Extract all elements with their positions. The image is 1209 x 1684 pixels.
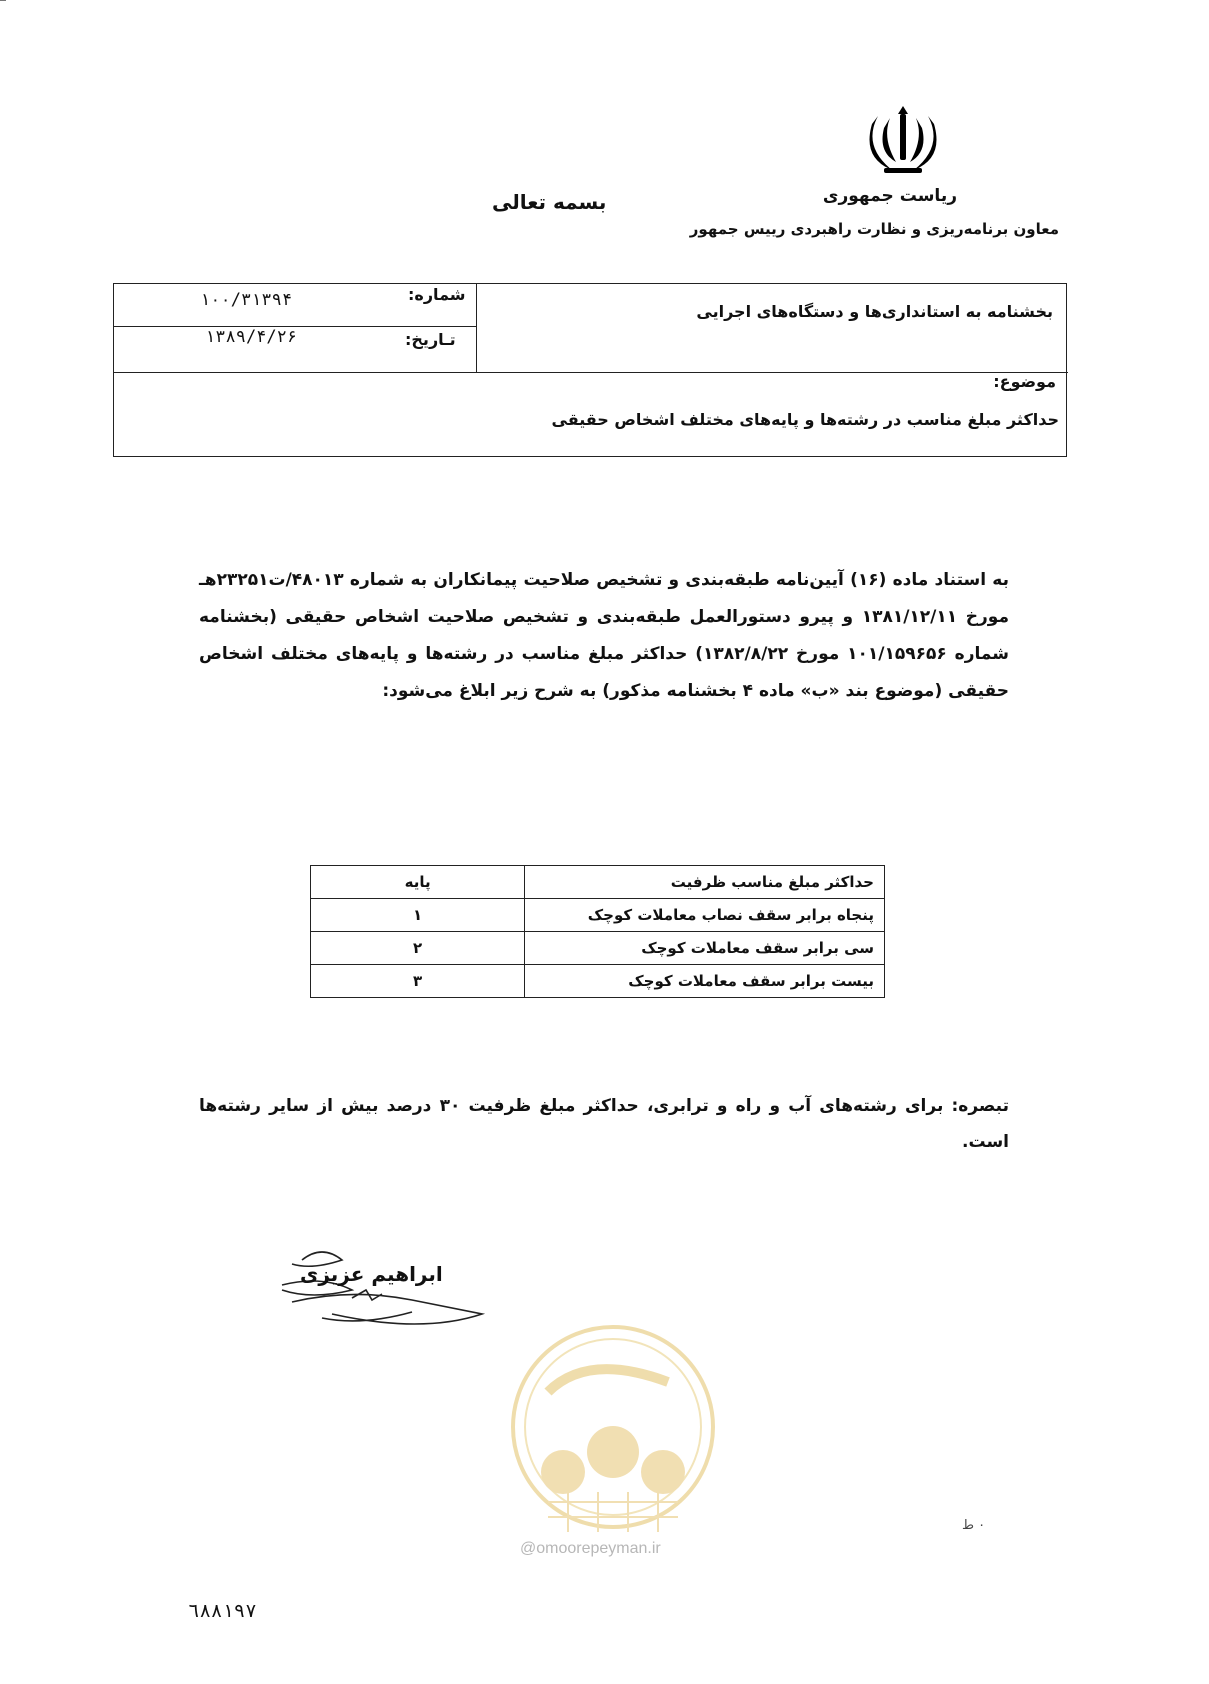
body-paragraph: به استناد ماده (۱۶) آیین‌نامه طبقه‌بندی و تشخیص صلاحیت پیمانکاران به شماره ۴۸۰۱۳/ت۲۳۲۵۱هـ مورخ ۱۳۸۱/۱۲/۱۱ و پیرو دستورالعمل طبقه‌بندی و تشخیص صلاحیت اشخاص حقیقی (بخشنامه شماره ۱۰۱/۱۵۹۶۵۶ مورخ ۱۳۸۲/۸/۲۲) حداکثر مبلغ مناسب در رشته‌ها و پایه‌های مختلف اشخاص حقیقی (موضوع بند «ب» ماده ۴ بخشنامه مذکور) به شرح زیر ابلاغ می‌شود: [199,570,1010,701]
handwritten-signature [262,1240,502,1350]
note-paragraph: تبصره: برای رشته‌های آب و راه و ترابری، حداکثر مبلغ ظرفیت ۳۰ درصد بیش از سایر رشته‌ها است. [199,1096,1009,1152]
table-cell: بیست برابر سقف معاملات کوچک [525,965,885,998]
page-mark: ۰ ط [962,1518,986,1533]
iran-emblem-icon [862,100,944,182]
column-header-grade: پایه [311,866,525,899]
signer-name: ابراهیم عزیزی [300,1262,443,1286]
table-cell: ۱ [311,899,525,932]
column-header-max-amount: حداکثر مبلغ مناسب ظرفیت [525,866,885,899]
table-cell: پنجاه برابر سقف نصاب معاملات کوچک [525,899,885,932]
circular-recipient: بخشنامه به استانداری‌ها و دستگاه‌های اجرایی [696,302,1053,321]
letter-number: ۱۰۰/۳۱۳۹۴ [200,290,293,310]
capacity-table [310,865,885,998]
table-cell: ۲ [311,932,525,965]
footer-number: ٦٨٨١٩٧ [188,1600,257,1622]
subject-label: موضوع: [993,372,1056,391]
scan-edge-mark [0,0,6,41]
office-subtitle: معاون برنامه‌ریزی و نظارت راهبردی رییس جمهور [689,220,1059,238]
table-header-row [311,866,885,899]
table-row [311,965,885,998]
number-label: شماره: [408,285,466,304]
office-title: ریاست جمهوری [822,186,957,206]
table-cell: ۳ [311,965,525,998]
table-row [311,899,885,932]
letter-date: ۱۳۸۹/۴/۲۶ [205,327,298,347]
website-watermark: @omoorepeyman.ir [520,1540,661,1557]
subject-text: حداکثر مبلغ مناسب در رشته‌ها و پایه‌های مختلف اشخاص حقیقی [551,410,1059,429]
table-cell: سی برابر سقف معاملات کوچک [525,932,885,965]
basmala-heading: بسمه تعالی [492,190,607,214]
date-label: تـاریخ: [405,330,456,349]
table-row [311,932,885,965]
organization-stamp-watermark [508,1322,718,1542]
